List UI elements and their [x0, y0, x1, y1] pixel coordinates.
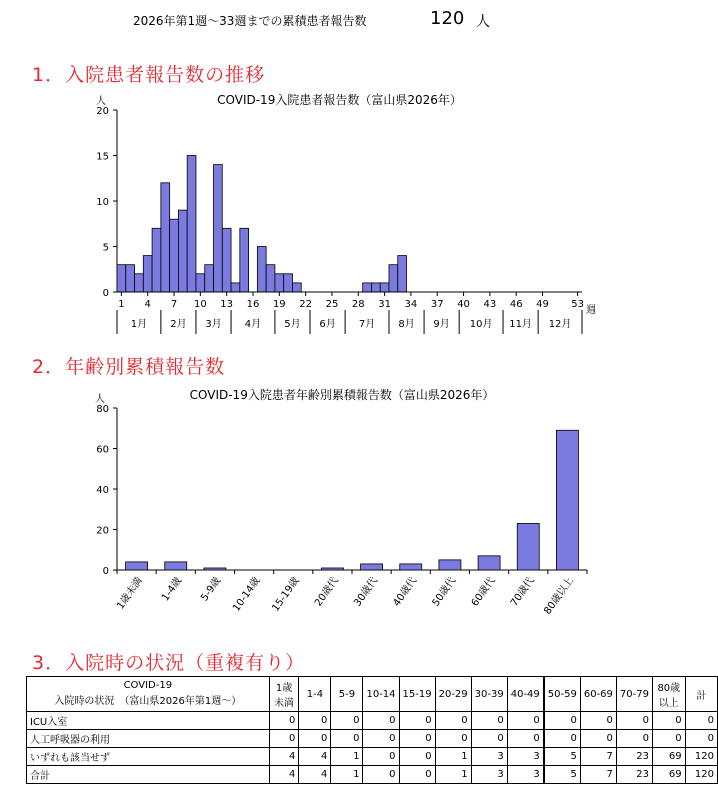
week-bar [214, 165, 223, 292]
column-header-line: 計 [696, 690, 707, 702]
column-header-line: 70-79 [619, 688, 649, 700]
section-title-3: 3．入院時の状況（重複有り） [32, 652, 306, 674]
table-cell: 0 [580, 730, 616, 748]
column-header-line: 40-49 [510, 688, 540, 700]
column-header [471, 677, 507, 712]
column-header-line: 以上 [658, 698, 679, 709]
table-header-label [27, 677, 270, 712]
week-bar [143, 256, 152, 292]
x-tick-label: 31 [378, 299, 391, 310]
table-cell: 3 [471, 766, 507, 784]
table-row [27, 730, 718, 748]
month-label: 11月 [509, 319, 532, 330]
table-cell: 3 [507, 748, 544, 766]
column-header [299, 677, 331, 712]
column-header-line: 1-4 [306, 688, 324, 700]
row-label: いずれも該当せず [27, 748, 270, 766]
age-category-label: 50歳代 [430, 575, 459, 609]
column-header [399, 677, 435, 712]
week-bar [152, 228, 161, 292]
table-cell: 0 [471, 730, 507, 748]
week-bar [371, 283, 380, 292]
section-title-2: 2．年齢別累積報告数 [32, 356, 226, 378]
week-bar [196, 274, 205, 292]
age-bar [321, 568, 343, 570]
table-cell: 0 [471, 712, 507, 730]
y-tick-label: 0 [102, 288, 109, 299]
table-cell: 4 [299, 766, 331, 784]
x-tick-label: 19 [272, 299, 286, 310]
x-tick-label: 40 [457, 299, 470, 310]
table-cell: 0 [435, 712, 471, 730]
week-bar [240, 228, 249, 292]
table-cell: 0 [544, 730, 581, 748]
age-bar [439, 560, 461, 570]
table-row [27, 766, 718, 784]
week-bar [389, 265, 398, 292]
age-category-label: 80歳以上 [542, 575, 576, 617]
x-tick-label: 37 [430, 299, 444, 310]
month-label: 3月 [205, 319, 222, 330]
week-bar [231, 283, 240, 292]
week-bar [398, 256, 407, 292]
summary-count: 120 [430, 8, 465, 29]
y-tick-label: 10 [96, 197, 109, 208]
week-bar [292, 283, 301, 292]
age-category-label: 10-14歳 [231, 575, 263, 614]
age-category-label: 70歳代 [508, 575, 537, 609]
week-bar [135, 274, 144, 292]
table-cell: 0 [299, 730, 331, 748]
x-tick-label: 10 [193, 299, 207, 310]
age-bar [165, 562, 187, 570]
column-header-line: 60-69 [583, 688, 613, 700]
x-tick-label: 53 [571, 299, 584, 310]
table-cell: 0 [507, 712, 544, 730]
table-cell: 7 [580, 748, 616, 766]
y-tick-label: 5 [102, 242, 109, 254]
table-cell: 0 [399, 730, 435, 748]
x-tick-label: 25 [325, 299, 339, 310]
table-cell: 4 [299, 748, 331, 766]
x-tick-label: 46 [509, 299, 523, 310]
table-cell: 23 [616, 766, 652, 784]
table-cell: 1 [331, 748, 363, 766]
week-bar [178, 210, 187, 292]
table-cell: 5 [544, 766, 581, 784]
table-cell: 4 [269, 748, 299, 766]
y-tick-label: 20 [96, 106, 109, 117]
table-cell: 0 [616, 712, 652, 730]
column-header-line: 未満 [274, 698, 295, 709]
month-label: 12月 [548, 319, 572, 330]
x-tick-label: 16 [246, 299, 260, 310]
table-cell: 0 [544, 712, 581, 730]
table-cell: 4 [269, 766, 299, 784]
x-axis-unit: 週 [586, 305, 596, 316]
table-row [27, 712, 718, 730]
month-label: 9月 [433, 319, 450, 330]
table-cell: 0 [299, 712, 331, 730]
column-header [331, 677, 363, 712]
table-cell: 0 [652, 712, 685, 730]
table-cell: 7 [580, 766, 616, 784]
column-header-line: 80歳 [657, 683, 681, 694]
y-tick-label: 40 [96, 485, 109, 496]
table-cell: 0 [685, 730, 717, 748]
table-cell: 5 [544, 748, 581, 766]
x-tick-label: 49 [536, 299, 549, 310]
column-header [544, 677, 581, 712]
y-tick-label: 0 [102, 566, 109, 577]
table-cell: 0 [399, 766, 435, 784]
age-bar [478, 556, 500, 570]
week-bar [187, 156, 196, 293]
table-cell: 69 [652, 766, 685, 784]
y-axis-unit: 人 [96, 96, 106, 107]
column-header [652, 677, 685, 712]
header-label-line: COVID-19 [123, 680, 173, 691]
table-cell: 0 [399, 748, 435, 766]
week-bar [266, 265, 275, 292]
column-header-line: 10-14 [366, 688, 396, 700]
column-header-line: 1歳 [275, 683, 293, 694]
week-bar [284, 274, 293, 292]
table-cell: 1 [331, 766, 363, 784]
month-label: 6月 [319, 319, 336, 330]
y-tick-label: 80 [96, 404, 109, 415]
x-tick-label: 22 [299, 299, 312, 310]
age-category-label: 40歳代 [391, 575, 420, 609]
table-cell: 1 [435, 748, 471, 766]
x-tick-label: 7 [170, 299, 178, 310]
week-bar [363, 283, 372, 292]
table-header-row [27, 677, 718, 712]
table-cell: 3 [471, 748, 507, 766]
x-tick-label: 1 [118, 299, 125, 310]
column-header [507, 677, 544, 712]
week-bar [275, 274, 284, 292]
section-title-1: 1．入院患者報告数の推移 [32, 64, 266, 86]
table-cell: 120 [685, 766, 717, 784]
header-label-line: 入院時の状況 （富山県2026年第1週～） [54, 696, 242, 707]
age-category-label: 15-19歳 [270, 575, 302, 614]
week-bar [205, 265, 214, 292]
column-header [685, 677, 717, 712]
table-row [27, 748, 718, 766]
row-label: 合計 [27, 766, 270, 784]
column-header [580, 677, 616, 712]
table-cell: 0 [399, 712, 435, 730]
age-category-label: 60歳代 [469, 575, 498, 609]
table-cell: 0 [616, 730, 652, 748]
y-tick-label: 15 [96, 151, 109, 163]
age-bar [556, 430, 578, 570]
table-cell: 0 [580, 712, 616, 730]
y-tick-label: 20 [96, 525, 109, 537]
month-label: 1月 [130, 319, 148, 330]
table-cell: 0 [331, 712, 363, 730]
table-cell: 23 [616, 748, 652, 766]
age-category-label: 1-4歳 [160, 575, 185, 604]
table-cell: 3 [507, 766, 544, 784]
week-bar [161, 183, 170, 292]
row-label: ICU入室 [27, 712, 270, 730]
y-axis-unit: 人 [95, 394, 105, 405]
x-tick-label: 13 [220, 299, 234, 310]
table-cell: 0 [363, 748, 399, 766]
x-tick-label: 4 [144, 299, 151, 310]
summary-label: 2026年第1週～33週までの累積患者報告数 [133, 14, 367, 28]
column-header-line: 50-59 [547, 688, 577, 700]
x-tick-label: 43 [483, 299, 497, 310]
age-chart [0, 382, 718, 644]
week-bar [222, 228, 231, 292]
table-cell: 0 [685, 712, 717, 730]
age-category-label: 1歳未満 [115, 575, 146, 612]
column-header [363, 677, 399, 712]
week-bar [170, 219, 179, 292]
week-bar [380, 283, 389, 292]
summary-line [0, 8, 718, 30]
x-tick-label: 34 [404, 299, 418, 310]
table-cell: 120 [685, 748, 717, 766]
chart-title: COVID-19入院患者報告数（富山県2026年） [217, 93, 462, 107]
age-bar [400, 564, 422, 570]
month-label: 4月 [244, 319, 262, 330]
status-table [26, 676, 718, 784]
column-header [269, 677, 299, 712]
week-bar [257, 247, 266, 293]
y-tick-label: 60 [96, 444, 109, 456]
chart-title: COVID-19入院患者年齢別累積報告数（富山県2026年） [189, 388, 495, 402]
summary-unit: 人 [476, 14, 490, 30]
month-label: 2月 [170, 319, 187, 330]
table-cell: 0 [269, 730, 299, 748]
column-header-line: 15-19 [402, 688, 432, 700]
table-cell: 0 [331, 730, 363, 748]
table-cell: 69 [652, 748, 685, 766]
age-category-label: 20歳代 [313, 575, 341, 609]
table-cell: 0 [652, 730, 685, 748]
column-header-line: 5-9 [338, 688, 356, 700]
table-cell: 1 [435, 766, 471, 784]
column-header [616, 677, 652, 712]
table-cell: 0 [363, 712, 399, 730]
age-category-label: 30歳代 [352, 575, 381, 609]
table-cell: 0 [435, 730, 471, 748]
age-category-label: 5-9歳 [199, 575, 224, 604]
month-label: 7月 [358, 319, 376, 330]
x-tick-label: 28 [351, 299, 365, 310]
age-bar [126, 562, 148, 570]
weekly-chart [0, 88, 718, 344]
week-bar [126, 265, 135, 292]
week-bar [117, 265, 126, 292]
column-header [435, 677, 471, 712]
row-label: 人工呼吸器の利用 [27, 730, 270, 748]
table-cell: 0 [363, 766, 399, 784]
table-cell: 0 [507, 730, 544, 748]
table-cell: 0 [363, 730, 399, 748]
column-header-line: 20-29 [438, 688, 468, 700]
age-bar [204, 568, 226, 570]
age-bar [517, 523, 539, 570]
age-bar [361, 564, 383, 570]
column-header-line: 30-39 [474, 688, 504, 700]
table-cell: 0 [269, 712, 299, 730]
month-label: 5月 [284, 319, 301, 330]
month-label: 8月 [398, 319, 415, 330]
month-label: 10月 [469, 319, 493, 330]
